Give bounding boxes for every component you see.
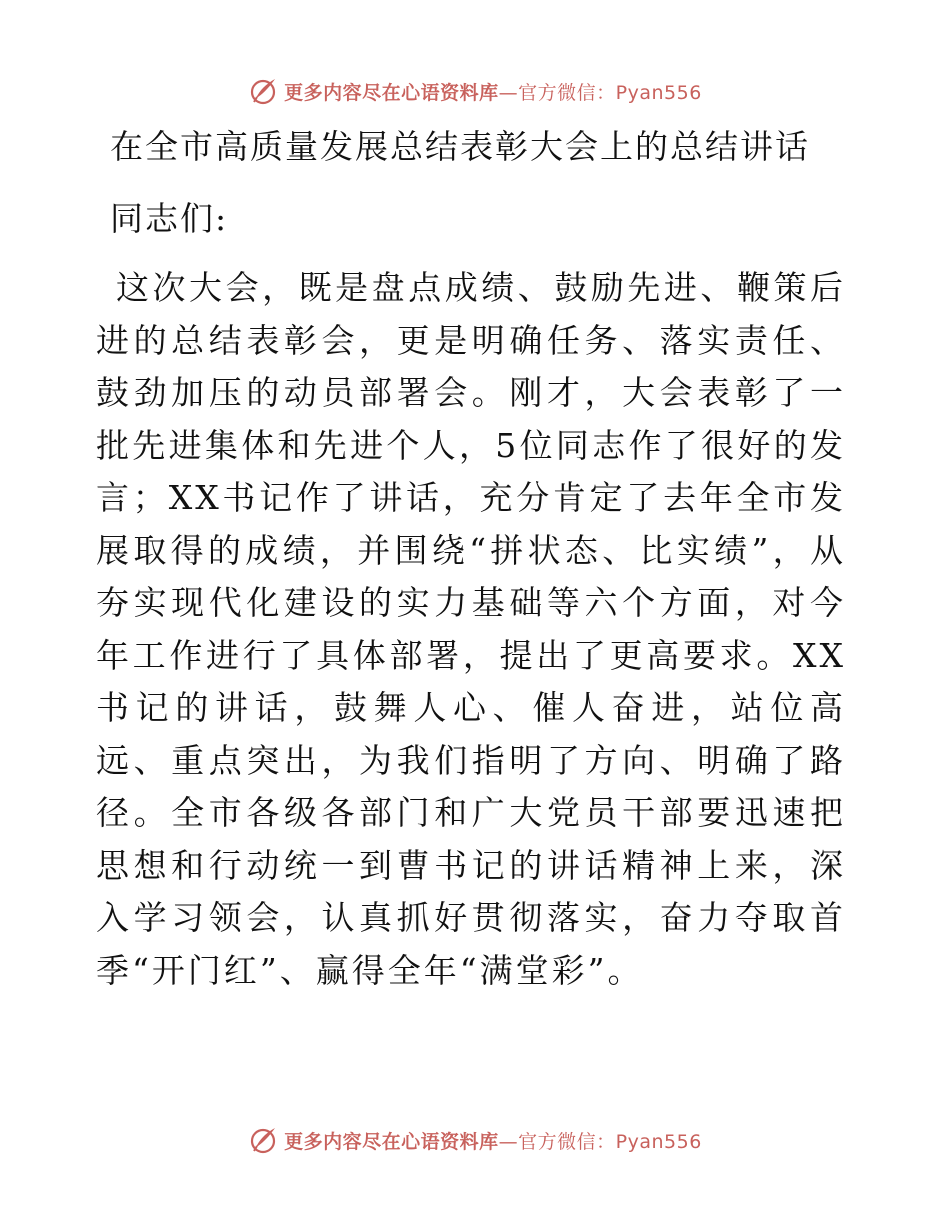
footer-banner <box>0 1118 950 1162</box>
header-banner-title: 更多内容尽在心语资料库 <box>284 81 499 104</box>
footer-banner-wechat: —官方微信：Pyan556 <box>498 1130 702 1153</box>
header-banner <box>0 69 950 113</box>
footer-banner-text <box>284 1127 702 1154</box>
salutation: 同志们: <box>110 199 229 238</box>
document-body <box>96 118 856 997</box>
body-paragraph: 这次大会，既是盘点成绩、鼓励先进、鞭策后进的总结表彰会，更是明确任务、落实责任、鼓劲加压的动员部署会。刚才，大会表彰了一批先进集体和先进个人，5位同志作了很好的发言；XX书记作了讲话，充分肯定了去年全市发展取得的成绩，并围绕“拼状态、比实绩”，从夯实现代化建设的实力基础等六个方面，对今年工作进行了具体部署，提出了更高要求。XX书记的讲话，鼓舞人心、催人奋进，站位高远、重点突出，为我们指明了方向、明确了路径。全市各级各部门和广大党员干部要迅速把思想和行动统一到曹书记的讲话精神上来，深入学习领会，认真抓好贯彻落实，奋力夺取首季“开门红”、赢得全年“满堂彩”。 <box>96 268 846 990</box>
feather-pen-logo-icon <box>248 76 278 106</box>
header-banner-text <box>284 78 702 105</box>
document-title: 在全市高质量发展总结表彰大会上的总结讲话 <box>110 127 810 166</box>
footer-banner-title: 更多内容尽在心语资料库 <box>284 1130 499 1153</box>
feather-pen-logo-icon <box>248 1125 278 1155</box>
header-banner-wechat: —官方微信：Pyan556 <box>498 81 702 104</box>
